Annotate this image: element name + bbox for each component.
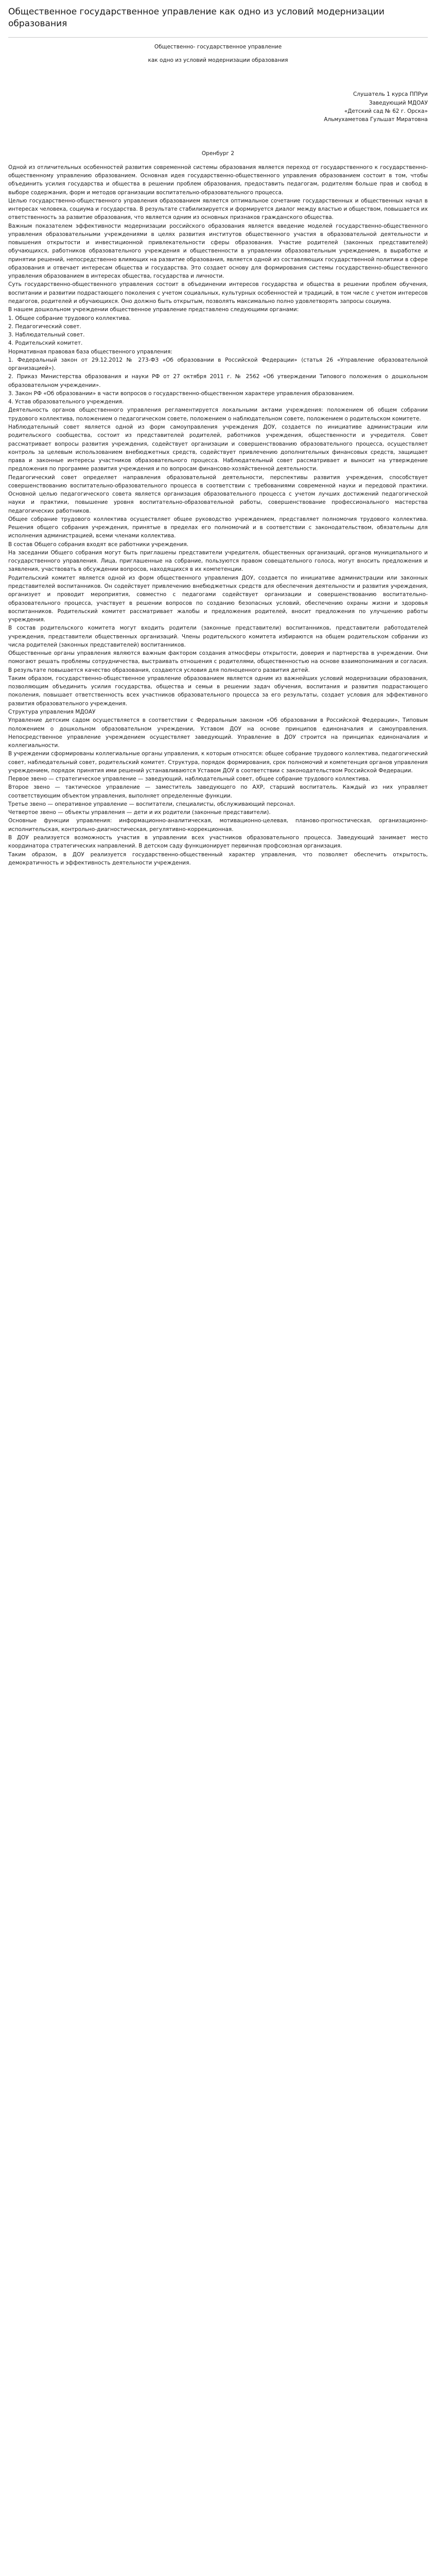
spacer [8,129,428,149]
divider [8,37,428,38]
document-body: Одной из отличительных особенностей развития современной системы образования является переход от государственного к государственно-общественному управлению образованием. Основная идея государственно-общественного управления образованием состоит в том, чтобы объединить усилия государства и общества в решении проблем образования, предоставить педагогам, родителям больше прав и свобод в выборе содержания, форм и методов организации воспитательно-образовательного процесса. Целью государственно-общественного управления образованием является оптимальное сочетание государственных и общественных начал в интересах человека, социума и государства. В результате стабилизируется и формируется диалог между властью и обществом, повышается их ответственность за развитие образования, что является одним из основных признаков гражданского общества. Важным показателем эффективности модернизации российского образования является введение моделей государственно-общественного управления образовательными учреждениями в целях развития институтов общественного участия в образовательной деятельности и повышения открытости и инвестиционной привлекательности сферы образования. Участие родителей (законных представителей) обучающихся, работников образовательного учреждения и общественности в управлении образовательным учреждением, в выработке и принятии решений, непосредственно влияющих на развитие образования, является одной из составляющих государственной политики в сфере образования и отвечает интересам общества и государства. Это создает основу для формирования системы государственно-общественного управления образованием в интересах общества, государства и личности. Суть государственно-общественного управления состоит в объединении интересов государства и общества в решении проблем обучения, воспитании и развитии подрастающего поколения с учетом социальных, культурных особенностей и традиций, в том числе с учетом интересов педагогов, родителей и обучающихся. Оно должно быть открытым, позволять максимально полно удовлетворять запросы социума. В нашем дошкольном учреждении общественное управление представлено следующими органами: 1. Общее собрание трудового коллектива. 2. Педагогический совет. 3. Наблюдательный совет. 4. Родительский комитет. Нормативная правовая база общественного управления: 1. Федеральный закон от 29.12.2012 № 273-ФЗ «Об образовании в Российской Федерации» (статья 26 «Управление образовательной организацией»). 2. Приказ Министерства образования и науки РФ от 27 октября 2011 г. № 2562 «Об утверждении Типового положения о дошкольном образовательном учреждении». 3. Закон РФ «Об образовании» в части вопросов о государственно-общественном характере управления образованием. 4. Устав образовательного учреждения. Деятельность органов общественного управления регламентируется локальными актами учреждения: положением об общем собрании трудового коллектива, положением о педагогическом совете, положением о наблюдательном совете, положением о родительском комитете. Наблюдательный совет является одной из форм самоуправления учреждения ДОУ, создается по инициативе администрации или родительского сообщества, состоит из представителей родителей, работников учреждения, общественности и учредителя. Совет рассматривает вопросы развития учреждения, содействует организации и совершенствованию образовательного процесса, осуществляет контроль за целевым использованием внебюджетных средств, содействует привлечению дополнительных финансовых средств, защищает права и законные интересы участников образовательного процесса. Наблюдательный совет рассматривает и выносит на утверждение предложения по программе развития учреждения и по вопросам финансово-хозяйственной деятельности. Педагогический совет определяет направления образовательной деятельности, перспективы развития учреждения, способствует совершенствованию воспитательно-образовательного процесса в соответствии с требованиями современной науки и передовой практики. Основной целью педагогического совета является организация образовательного процесса с учетом лучших достижений педагогической науки и практики, повышение уровня воспитательно-образовательной работы, совершенствование профессионального мастерства педагогических работников. Общее собрание трудового коллектива осуществляет общее руководство учреждением, представляет полномочия трудового коллектива. Решения общего собрания учреждения, принятые в пределах его полномочий и в соответствии с законодательством, обязательны для исполнения администрацией, всеми членами коллектива. В состав Общего собрания входят все работники учреждения. На заседании Общего собрания могут быть приглашены представители учредителя, общественных организаций, органов муниципального и государственного управления. Лица, приглашенные на собрание, пользуются правом совещательного голоса, могут вносить предложения и заявления, участвовать в обсуждении вопросов, находящихся в их компетенции. Родительский комитет является одной из форм общественного управления ДОУ, создается по инициативе администрации или законных представителей воспитанников. Он содействует привлечению внебюджетных средств для обеспечения деятельности и развития учреждения, организует и проводит мероприятия, совместно с педагогами содействует организации и совершенствованию воспитательно-образовательного процесса, участвует в решении вопросов по созданию безопасных условий, обеспечению охраны жизни и здоровья воспитанников. Родительский комитет рассматривает жалобы и предложения родителей, вносит предложения по улучшению работы учреждения. В состав родительского комитета могут входить родители (законные представители) воспитанников, представители работодателей учреждения, представители общественных организаций. Члены родительского комитета избираются на общем родительском собрании из числа родителей (законных представителей) воспитанников. Общественные органы управления являются важным фактором создания атмосферы открытости, доверия и партнерства в учреждении. Они помогают решать проблемы сотрудничества, выстраивать отношения с родителями, общественностью на основе взаимопонимания и согласия. В результате повышается качество образования, создаются условия для полноценного развития детей. Таким образом, государственно-общественное управление образованием является одним из важнейших условий модернизации образования, позволяющим объединить усилия государства, общества и семьи в решении задач обучения, воспитания и развития подрастающего поколения, повышает ответственность всех участников образовательного процесса за его результаты, создает условия для эффективного развития образовательного учреждения. Структура управления МДОАУ Управление детским садом осуществляется в соответствии с Федеральным законом «Об образовании в Российской Федерации», Типовым положением о дошкольном образовательном учреждении, Уставом ДОУ на основе принципов единоначалия и самоуправления. Непосредственное управление учреждением осуществляет заведующий. Управление в ДОУ строится на принципах единоначалия и коллегиальности. В учреждении сформированы коллегиальные органы управления, к которым относятся: общее собрание трудового коллектива, педагогический совет, наблюдательный совет, родительский комитет. Структура, порядок формирования, срок полномочий и компетенция органов управления учреждением, порядок принятия ими решений устанавливаются Уставом ДОУ в соответствии с законодательством Российской Федерации. Первое звено — стратегическое управление — заведующий, наблюдательный совет, общее собрание трудового коллектива. Второе звено — тактическое управление — заместитель заведующего по АХР, старший воспитатель. Каждый из них управляет соответствующим объектом управления, выполняет определенные функции. Третье звено — оперативное управление — воспитатели, специалисты, обслуживающий персонал. Четвертое звено — объекты управления — дети и их родители (законные представители). Основные функции управления: информационно-аналитическая, мотивационно-целевая, планово-прогностическая, организационно-исполнительская, контрольно-диагностическая, регулятивно-коррекционная. В ДОУ реализуется возможность участия в управлении всех участников образовательного процесса. Заведующий занимает место координатора стратегических направлений. В детском саду функционирует первичная профсоюзная организация. Таким образом, в ДОУ реализуется государственно-общественный характер управления, что позволяет обеспечить открытость, демократичность и эффективность деятельности учреждения. [8,164,428,866]
document-title: Общественное государственное управление как одно из условий модернизации образования [8,7,385,29]
header-line-2: как одно из условий модернизации образования [148,57,288,64]
header-line-1: Общественно- государственное управление [154,43,282,50]
city-year: Оренбург 2 [201,150,235,157]
spacer [8,70,428,90]
document-page [0,0,436,877]
author-block: Слушатель 1 курса ППРуи Заведующий МДОАУ «Детский сад № 62 г. Орска» Альмухаметова Гульшат Миратовна [324,91,428,123]
